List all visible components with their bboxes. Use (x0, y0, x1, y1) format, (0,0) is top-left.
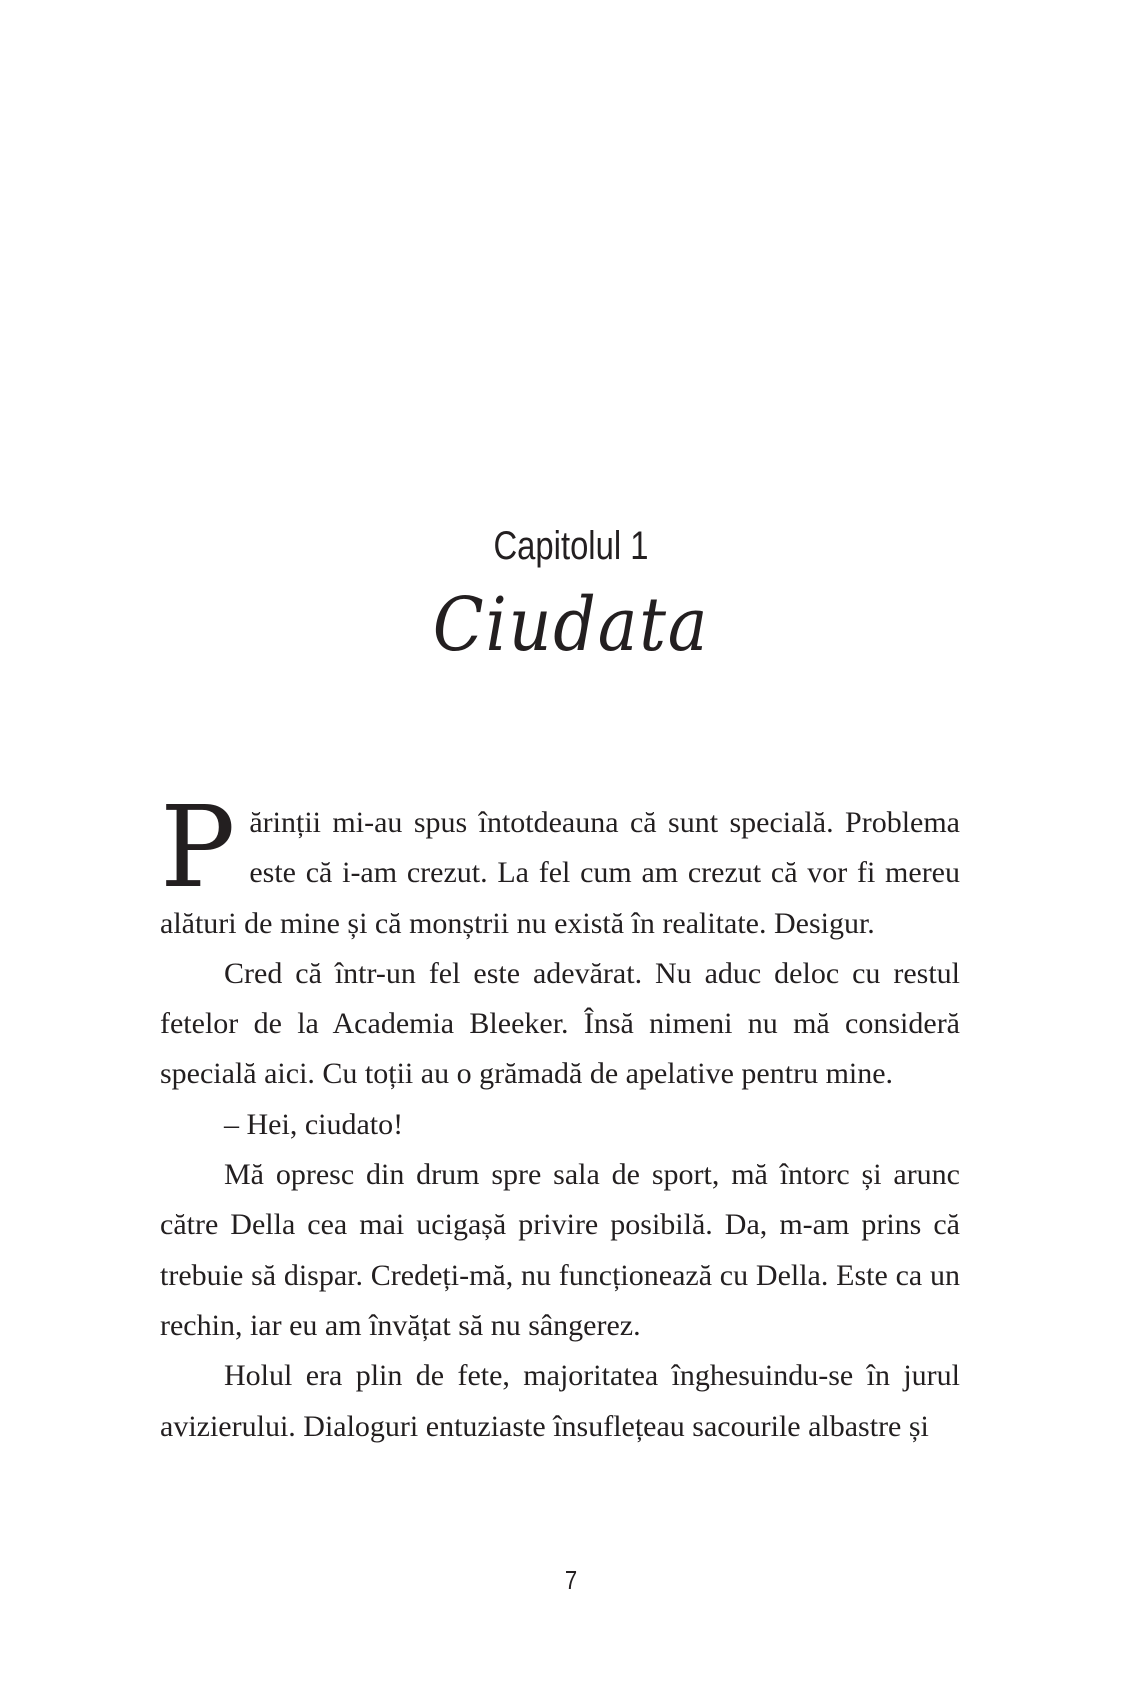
paragraph-4: Mă opresc din drum spre sala de sport, mă întorc și arunc către Della cea mai ucigașă privire posibilă. Da, m-am prins că trebuie să dispar. Credeți-mă, nu funcționează cu Della. Este ca un rechin, iar eu am învățat să nu sângerez. (160, 1158, 960, 1342)
body-text (160, 783, 960, 1452)
drop-cap: P (160, 783, 236, 913)
paragraph-1 (160, 783, 960, 949)
paragraph-5: Holul era plin de fete, majoritatea înghesuindu-se în jurul avizierului. Dialoguri entuziaste însuflețeau sacourile albastre și (160, 1359, 960, 1443)
chapter-label: Capitolul 1 (493, 524, 649, 568)
chapter-title: Ciudata (432, 582, 710, 668)
page-number: 7 (564, 1565, 578, 1595)
paragraph-1-text: ărinții mi-au spus întotdeauna că sunt specială. Problema este că i-am crezut. La fel cum am crezut că vor fi mereu alături de mine și că monștrii nu există în realitate. Desigur. (160, 806, 960, 940)
paragraph-3: – Hei, ciudato! (224, 1107, 404, 1141)
paragraph-2: Cred că într-un fel este adevărat. Nu aduc deloc cu restul fetelor de la Academia Bleeker. Însă nimeni nu mă consideră specială aici. Cu toții au o grămadă de apelative pentru mine. (160, 956, 960, 1091)
